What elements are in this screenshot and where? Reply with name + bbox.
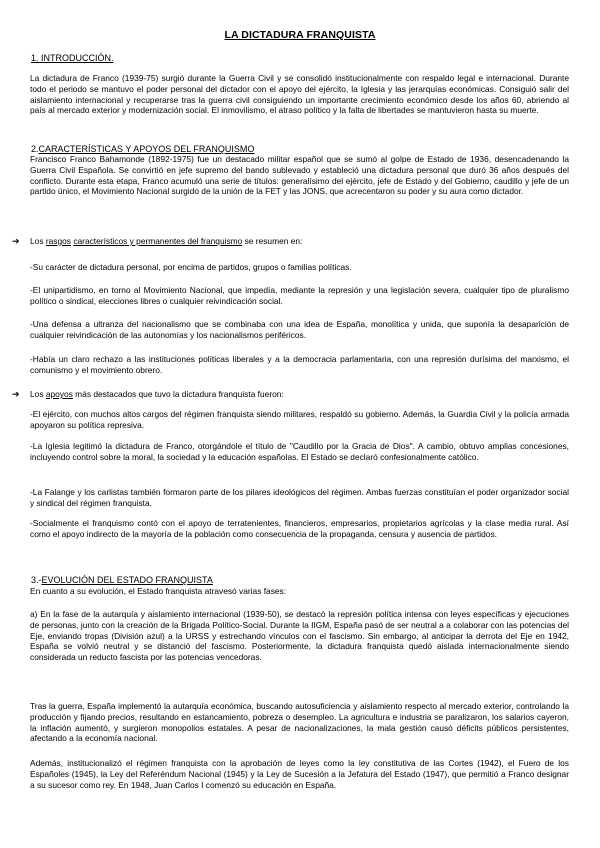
apoyos-u1: apoyos (45, 389, 73, 399)
section-2-number: 2. (31, 144, 39, 154)
arrow-icon: ➔ (12, 389, 20, 399)
apoyo-2: -La Iglesia legitimó la dictadura de Franco, otorgándole el título de "Caudillo por la Gracia de Dios". A cambio, obtuvo amplias concesiones, incluyendo control sobre la moral, la sociedad y la educación españolas. El Estado se declaró confesionalmente católico. (30, 441, 569, 462)
rasgos-u1: rasgos (45, 236, 71, 246)
rasgos-u2: característicos y permanentes del franquismo (73, 236, 243, 246)
apoyo-3: -La Falange y los carlistas también formaron parte de los pilares ideológicos del régimen. Ambas fuerzas constituían el poder organizador social y sindical del régimen franquista. (30, 487, 569, 508)
franco-paragraph: Francisco Franco Bahamonde (1892-1975) fue un destacado militar español que se sumó al golpe de Estado de 1936, desencadenando la Guerra Civil Española. Se convirtió en jefe supremo del bando sublevado y estableció una dictadura personal que duró 36 años después del conflicto. Durante esta etapa, Franco acumuló una serie de títulos: generalísimo del ejército, jefe de Estado y del Gobierno, caudillo y jefe de un partido único, el Movimiento Nacional surgido de la unión de la FET y las JONS, que acrecentaron su poder y su aura como dictador. (30, 154, 569, 197)
rasgo-4: -Había un claro rechazo a las instituciones políticas liberales y a la democracia parlamentaria, con una represión durísima del marxismo, el comunismo y el movimiento obrero. (30, 354, 569, 375)
section-2-title: CARACTERÍSTICAS Y APOYOS DEL FRANQUISMO (38, 144, 255, 154)
rasgo-3: -Una defensa a ultranza del nacionalismo que se combinaba con una idea de España, monolítica y unida, que suponía la desaparición de cualquier reivindicación de las autonomías y los nacionalismos periféricos. (30, 319, 569, 340)
apoyos-post: más destacados que tuvo la dictadura franquista fueron: (72, 389, 284, 399)
intro-paragraph: La dictadura de Franco (1939-75) surgió durante la Guerra Civil y se consolidó institucionalmente con respaldo legal e internacional. Durante todo el periodo se mantuvo el poder personal del dictador con el apoyo del ejército, la Iglesia y las jerarquías económicas. Consiguió salir del aislamiento internacional y recuperarse tras la guerra civil consiguiendo un importante crecimiento económico desde los años 60, abriendo al país al mercado exterior y modernización social. El inmovilismo, el atraso político y la falta de libertades se mantuvieron hasta su muerte. (30, 73, 569, 116)
apoyo-1: -El ejército, con muchos altos cargos del régimen franquista siendo militares, respaldó su gobierno. Además, la Guardia Civil y la policía armada apoyaron su política represiva. (30, 409, 569, 430)
apoyos-pre: Los (30, 389, 46, 399)
section-3-title: EVOLUCIÓN DEL ESTADO FRANQUISTA (41, 575, 213, 585)
section-3-number: 3.- (31, 575, 42, 585)
rasgo-1: -Su carácter de dictadura personal, por encima de partidos, grupos o familias políticas. (30, 262, 352, 272)
page-title: LA DICTADURA FRANQUISTA (224, 29, 376, 41)
apoyo-4: -Socialmente el franquismo contó con el apoyo de terratenientes, financieros, empresarios, propietarios agrícolas y la clase media rural. Así como el apoyo indirecto de la mayoría de la población como consecuencia de la propaganda, censura y ausencia de partidos. (30, 518, 569, 539)
section-3-intro: En cuanto a su evolución, el Estado franquista atravesó varias fases: (30, 586, 287, 596)
section-3-heading (31, 575, 213, 585)
rasgos-pre: Los (30, 236, 46, 246)
phase-a-paragraph: a) En la fase de la autarquía y aislamiento internacional (1939-50), se destacó la represión política intensa con leyes específicas y ejecuciones de personas, junto con la creación de la Brigada Político-Social. Durante la IIGM, España pasó de ser neutral a a colaborar con las potencias del Eje, enviando tropas (División azul) a la URSS y estrechando vínculos con el fascismo. Sin embargo, al anticipar la derrota del Eje en 1942, España se volvió neutral y se distanció del fascismo. Posteriormente, la dictadura franquista quedó aislada internacionalmente siendo considerada un reducto fascista por las potencias vencedoras. (30, 609, 569, 663)
arrow-icon: ➔ (12, 236, 20, 246)
autarquia-paragraph: Tras la guerra, España implementó la autarquía económica, buscando autosuficiencia y aislamiento respecto al mercado exterior, controlando la producción y fijando precios, resultando en estancamiento, pobreza o desempleo. La agricultura e industria se paralizaron, los salarios cayeron, la inflación aumentó, y surgieron monopolios estatales. A pesar de nacionalizaciones, la mala gestión causó déficits públicos persistentes, afectando a la economía nacional. (30, 701, 569, 744)
institucionalizacion-paragraph: Además, institucionalizó el régimen franquista con la aprobación de leyes como la ley constitutiva de las Cortes (1942), el Fuero de los Españoles (1945), la Ley del Referéndum Nacional (1945) y la Ley de Sucesión a la Jefatura del Estado (1947), que permitió a Franco designar a su sucesor como rey. En 1948, Juan Carlos I comenzó su educación en España. (30, 758, 569, 790)
rasgos-post: se resumen en: (242, 236, 303, 246)
section-1-heading: 1. INTRODUCCIÓN. (31, 53, 114, 63)
apoyos-bullet (12, 389, 572, 400)
rasgo-2: -El unipartidismo, en torno al Movimiento Nacional, que impedía, mediante la represión y una legislación severa, cualquier tipo de pluralismo político o sindical, elecciones libres o cualquier reivindicación social. (30, 285, 569, 306)
rasgos-bullet (12, 236, 572, 247)
section-2-heading (31, 144, 254, 154)
